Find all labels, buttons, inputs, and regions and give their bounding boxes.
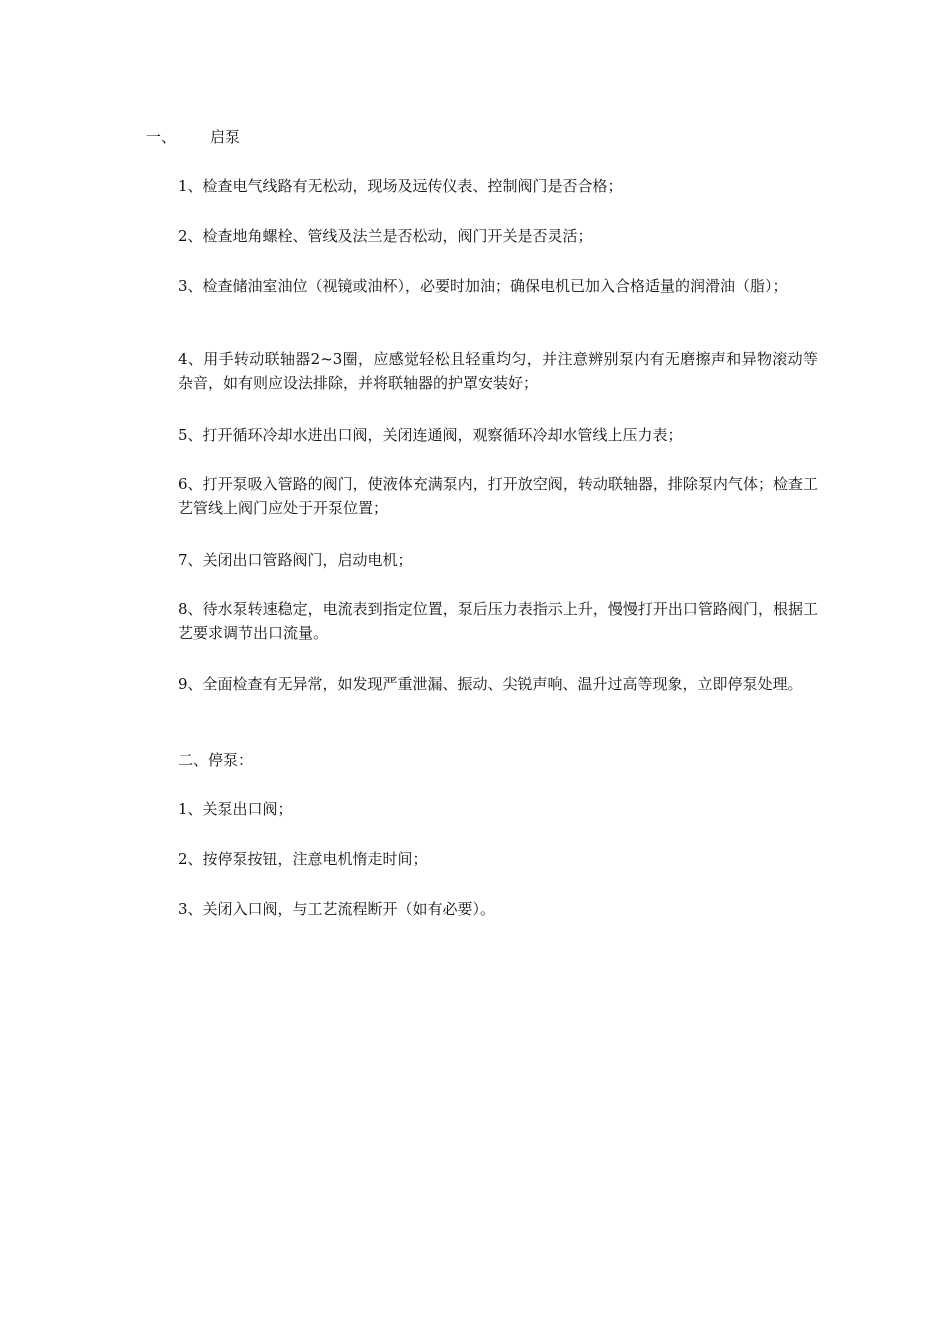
section1-heading [146,127,240,147]
section1-item-1: 1、检查电气线路有无松动，现场及远传仪表、控制阀门是否合格； [178,177,623,195]
section2-item-3: 3、关闭入口阀，与工艺流程断开（如有必要）。 [178,900,496,918]
section1-item-9: 9、全面检查有无异常，如发现严重泄漏、振动、尖锐声响、温升过高等现象，立即停泵处理。 [178,675,803,693]
section2-heading: 二、停泵： [178,751,254,769]
section1-item-8: 8、待水泵转速稳定，电流表到指定位置，泵后压力表指示上升，慢慢打开出口管路阀门，根据工艺要求调节出口流量。 [178,600,818,642]
section1-item-3: 3、检查储油室油位（视镜或油杯），必要时加油；确保电机已加入合格适量的润滑油（脂）； [178,277,788,295]
section1-item-5: 5、打开循环冷却水进出口阀，关闭连通阀，观察循环冷却水管线上压力表； [178,426,683,444]
section1-item-7: 7、关闭出口管路阀门，启动电机； [178,551,413,569]
section2-item-1: 1、关泵出口阀； [178,800,293,818]
section2-item-2: 2、按停泵按钮，注意电机惰走时间； [178,850,428,868]
section1-item-6: 6、打开泵吸入管路的阀门，使液体充满泵内，打开放空阀，转动联轴器，排除泵内气体；检查工艺管线上阀门应处于开泵位置； [178,475,818,517]
section1-title: 启泵 [210,128,241,146]
section1-number: 一、 [146,128,177,146]
section1-item-2: 2、检查地角螺栓、管线及法兰是否松动，阀门开关是否灵活； [178,227,593,245]
section1-item-4: 4、用手转动联轴器2~3圈，应感觉轻松且轻重均匀，并注意辨别泵内有无磨擦声和异物滚动等杂音，如有则应设法排除，并将联轴器的护罩安装好； [178,350,818,392]
